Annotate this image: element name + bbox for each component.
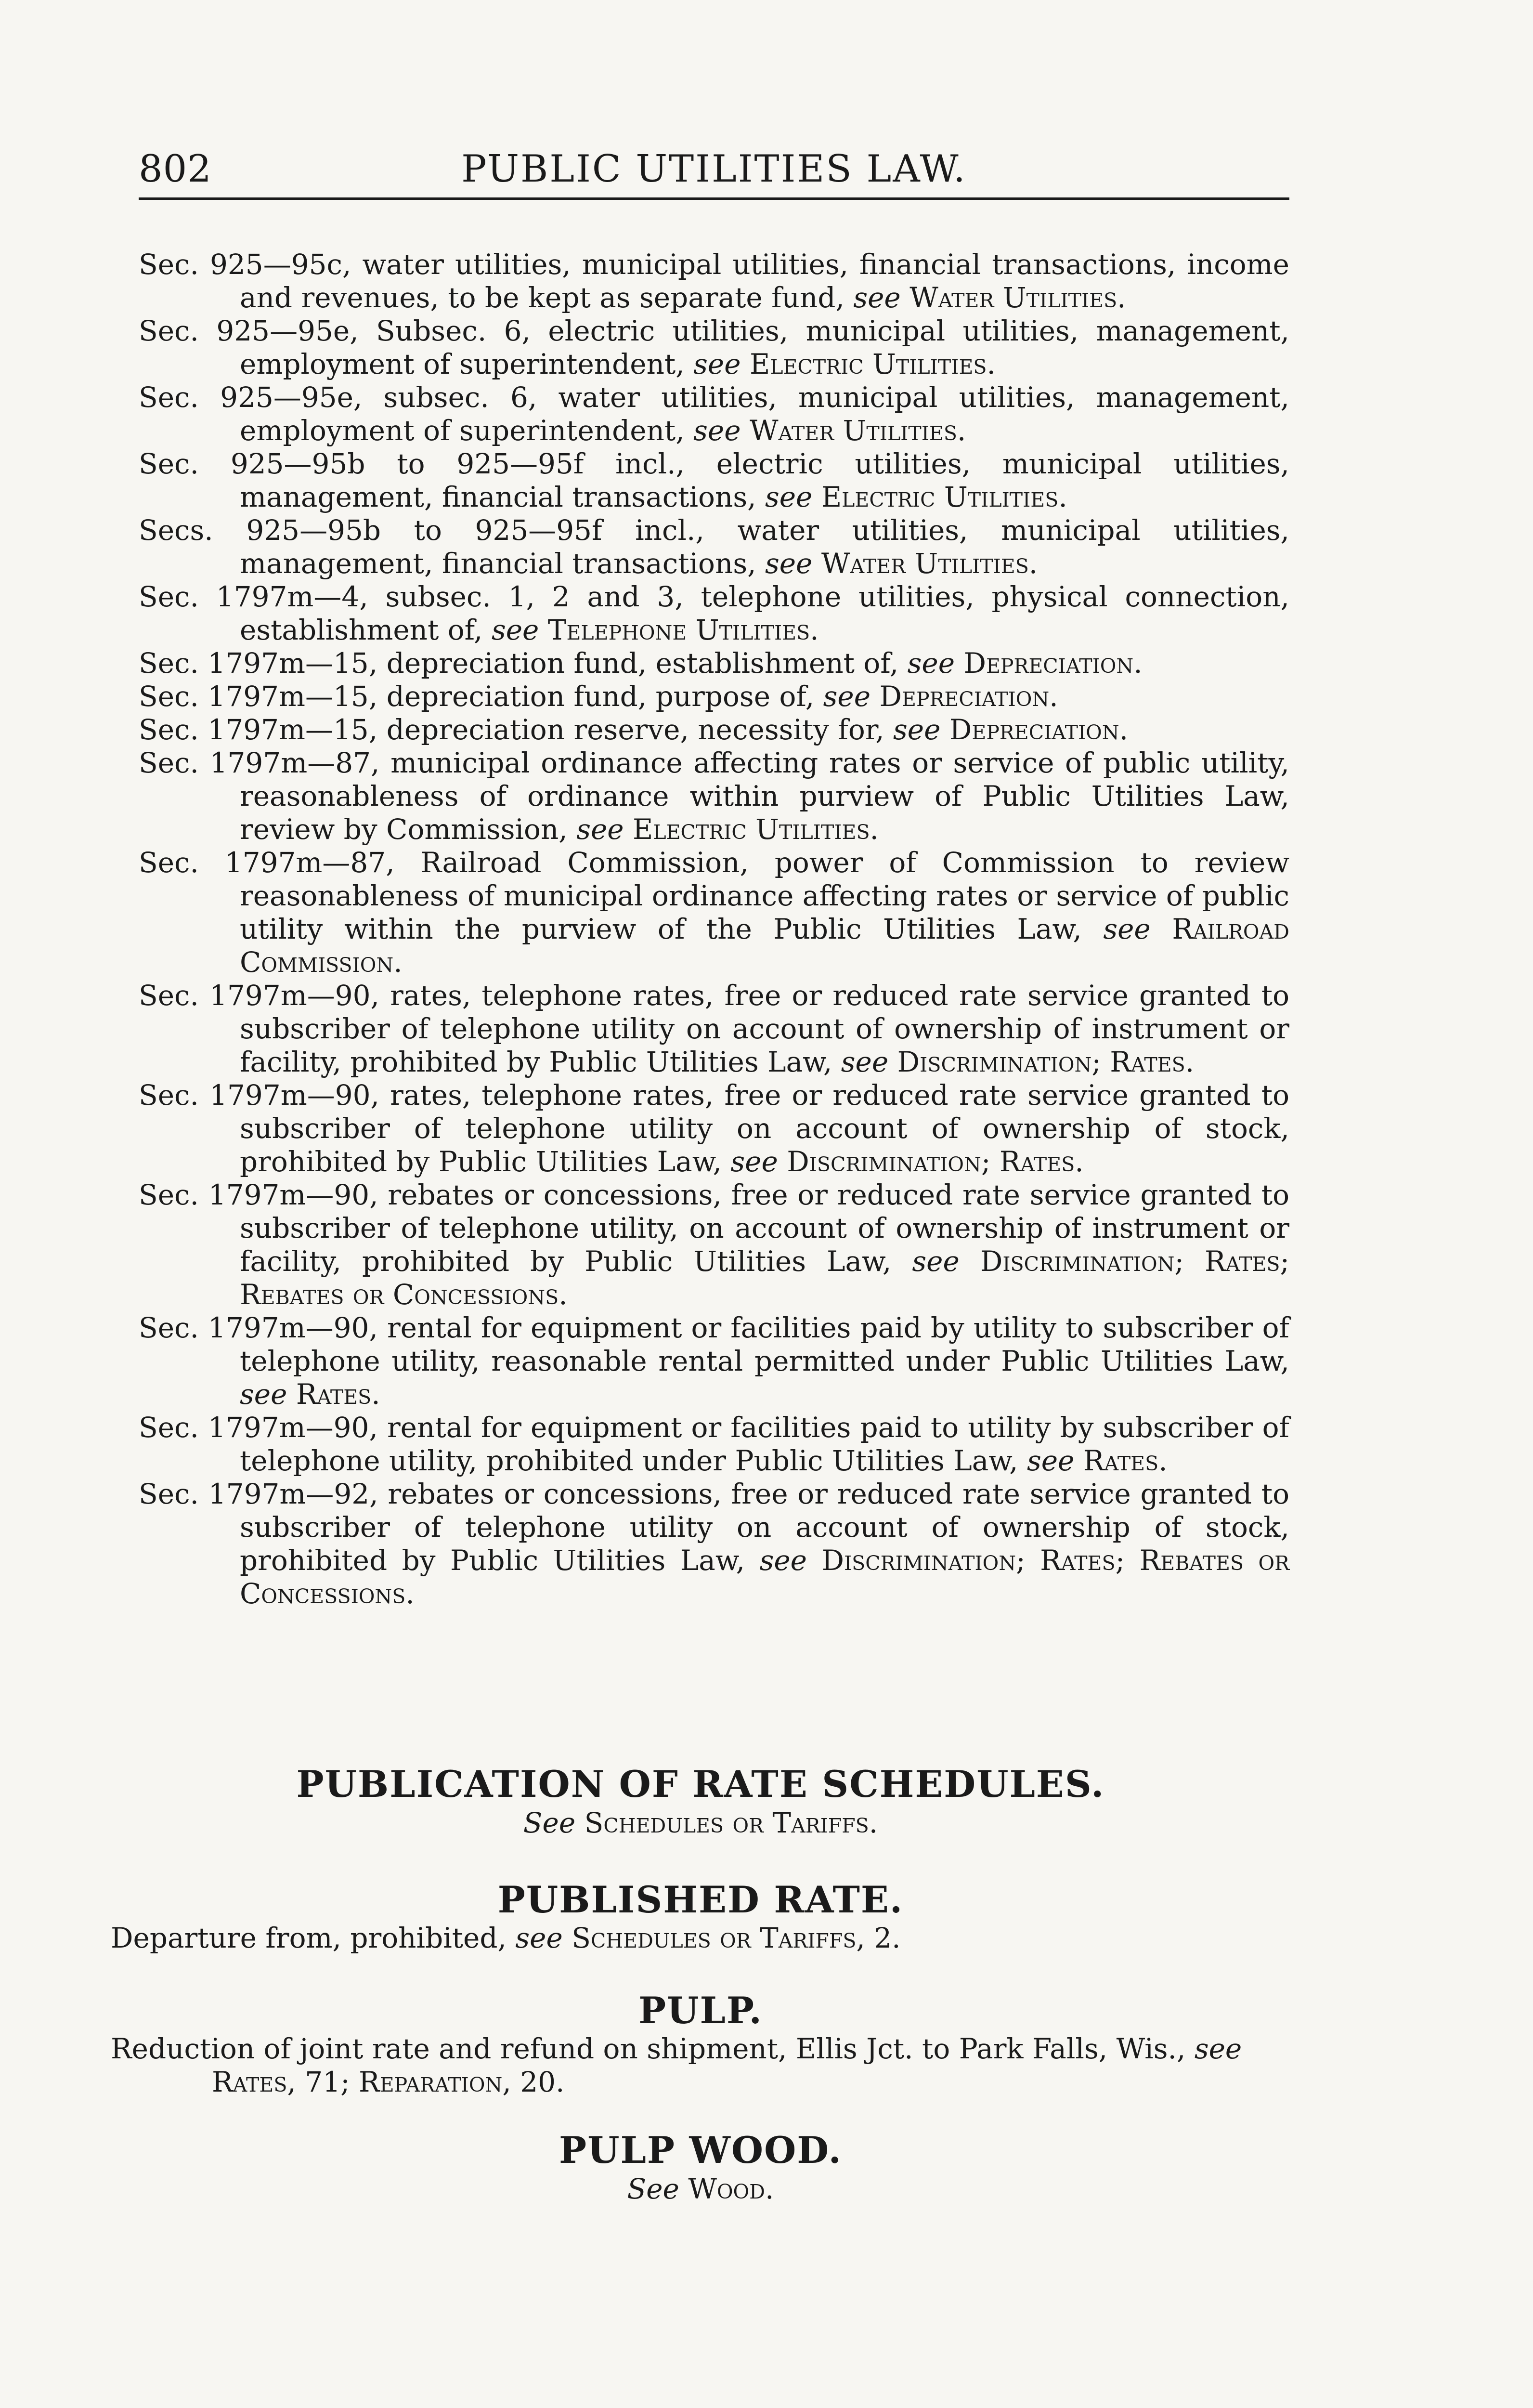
- section-text: Departure from, prohibited, see Schedules or Tariffs, 2.: [111, 1922, 901, 1954]
- section-pulp: [111, 1989, 1290, 2099]
- index-entry: Sec. 1797m—87, Railroad Commission, power of Commission to review reasonableness of municipal ordinance affecting rates or service of public utility within the purview of the Public Utilities Law, see Railroad Commission.: [139, 846, 1289, 979]
- section-heading: PUBLISHED RATE.: [497, 1878, 904, 1921]
- index-entry: Secs. 925—95b to 925—95f incl., water utilities, municipal utilities, management, financial transactions, see Water Utilities.: [139, 514, 1289, 580]
- index-entry: Sec. 925—95c, water utilities, municipal utilities, financial transactions, income and revenues, to be kept as separate fund, see Water Utilities.: [139, 248, 1289, 314]
- index-entry: Sec. 1797m—4, subsec. 1, 2 and 3, telephone utilities, physical connection, establishment of, see Telephone Utilities.: [139, 580, 1289, 646]
- index-entry: Sec. 1797m—87, municipal ordinance affecting rates or service of public utility, reasonableness of ordinance within purview of Public Utilities Law, review by Commission, see Electric Utilities.: [139, 746, 1289, 846]
- section-heading: PULP WOOD.: [559, 2129, 842, 2172]
- index-entry: Sec. 925—95b to 925—95f incl., electric utilities, municipal utilities, management, financial transactions, see Electric Utilities.: [139, 447, 1289, 513]
- section-heading: PULP.: [638, 1989, 763, 2032]
- index-entry: Sec. 1797m—15, depreciation fund, establishment of, see Depreciation.: [139, 647, 1143, 680]
- cross-reference: See Schedules or Tariffs.: [523, 1806, 878, 1839]
- index-entry: Sec. 925—95e, subsec. 6, water utilities, municipal utilities, management, employment of superintendent, see Water Utilities.: [139, 381, 1289, 447]
- index-entries: [139, 248, 1289, 1610]
- running-head: [139, 144, 1289, 200]
- page-number: 802: [139, 147, 212, 191]
- section-heading: PUBLICATION OF RATE SCHEDULES.: [296, 1763, 1105, 1806]
- index-entry: Sec. 1797m—90, rental for equipment or facilities paid by utility to subscriber of telephone utility, reasonable rental permitted under Public Utilities Law, see Rates.: [139, 1311, 1289, 1411]
- index-entry: Sec. 1797m—90, rental for equipment or facilities paid to utility by subscriber of telephone utility, prohibited under Public Utilities Law, see Rates.: [139, 1411, 1289, 1477]
- index-entry: Sec. 1797m—15, depreciation reserve, necessity for, see Depreciation.: [139, 713, 1129, 746]
- cross-reference: See Wood.: [627, 2172, 774, 2205]
- index-entry: Sec. 1797m—15, depreciation fund, purpose of, see Depreciation.: [139, 680, 1058, 713]
- section-text: Reduction of joint rate and refund on shipment, Ellis Jct. to Park Falls, Wis., see Rates, 71; Reparation, 20.: [111, 2032, 1242, 2098]
- index-entry: Sec. 925—95e, Subsec. 6, electric utilities, municipal utilities, management, employment of superintendent, see Electric Utilities.: [139, 314, 1289, 380]
- index-entry: Sec. 1797m—90, rates, telephone rates, free or reduced rate service granted to subscriber of telephone utility on account of ownership of instrument or facility, prohibited by Public Utilities Law, see Discrimination; Rates.: [139, 979, 1289, 1078]
- running-title: PUBLIC UTILITIES LAW.: [461, 147, 967, 191]
- section-publication-of-rate-schedules: [111, 1763, 1290, 1840]
- index-entry: Sec. 1797m—90, rates, telephone rates, free or reduced rate service granted to subscriber of telephone utility on account of ownership of stock, prohibited by Public Utilities Law, see Discrimination; Rates.: [139, 1079, 1289, 1178]
- index-entry: Sec. 1797m—92, rebates or concessions, free or reduced rate service granted to subscriber of telephone utility on account of ownership of stock, prohibited by Public Utilities Law, see Discrimination; Rates; Rebates or Concessions.: [139, 1478, 1290, 1610]
- section-pulp-wood: [111, 2129, 1290, 2206]
- index-entry: Sec. 1797m—90, rebates or concessions, free or reduced rate service granted to subscriber of telephone utility, on account of ownership of instrument or facility, prohibited by Public Utilities Law, see Discrimination; Rates; Rebates or Concessions.: [139, 1178, 1289, 1311]
- section-published-rate: [111, 1878, 1290, 1955]
